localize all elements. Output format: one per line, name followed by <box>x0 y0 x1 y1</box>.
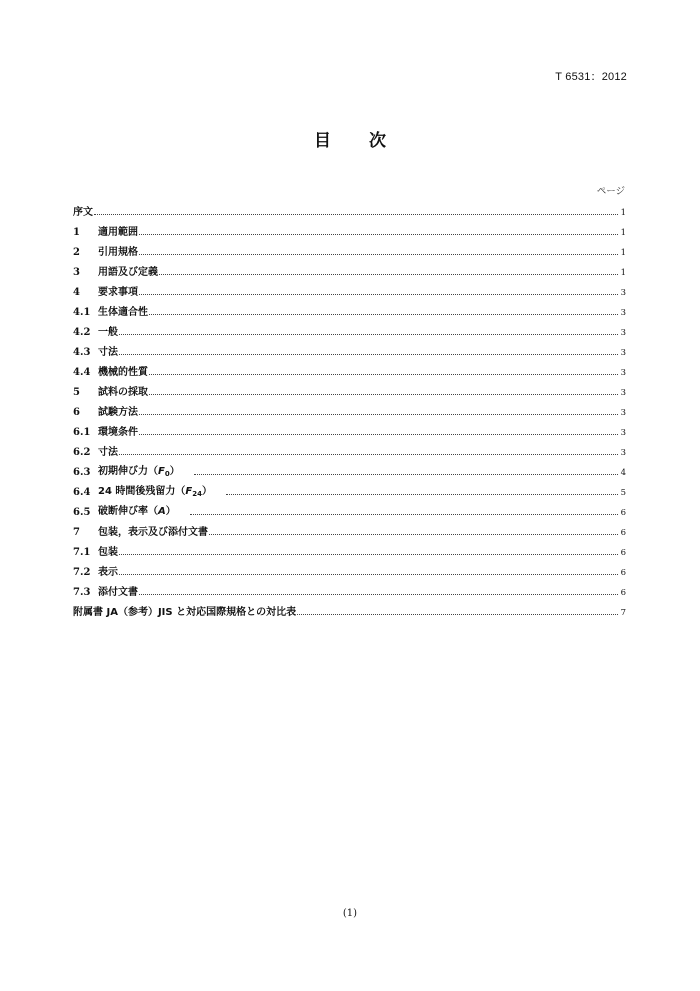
toc-entry-number: 1 <box>73 227 80 238</box>
toc-entry[interactable] <box>73 398 626 418</box>
toc-dot-leader <box>149 314 618 315</box>
toc-entry-title: 附属書 JA（参考）JIS と対応国際規格との対比表 <box>73 607 297 618</box>
toc-entry-title: 一般 <box>98 327 118 338</box>
toc-entry-number: 4.2 <box>73 327 91 338</box>
toc-dot-leader <box>149 374 618 375</box>
toc-entry-title: 試料の採取 <box>98 387 148 398</box>
toc-entry-number: 6.1 <box>73 427 91 438</box>
toc-entry-page: 3 <box>620 368 626 378</box>
toc-entry-number: 7.1 <box>73 547 91 558</box>
toc-entry[interactable] <box>73 478 626 498</box>
toc-entry-number: 4.4 <box>73 367 91 378</box>
toc-entry-number: 5 <box>73 387 80 398</box>
toc-entry[interactable] <box>73 198 626 218</box>
toc-dot-leader <box>194 474 618 475</box>
toc-entry-page: 6 <box>620 548 626 558</box>
toc-entry-page: 1 <box>620 248 626 258</box>
toc-entry-number: 6.5 <box>73 507 91 518</box>
toc-entry[interactable] <box>73 278 626 298</box>
toc-entry-title: 機械的性質 <box>98 367 148 378</box>
toc-dot-leader <box>297 614 618 615</box>
toc-entry-page: 3 <box>620 288 626 298</box>
toc-entry-title: 環境条件 <box>98 427 138 438</box>
toc-entry-number: 4.1 <box>73 307 91 318</box>
toc-entry[interactable] <box>73 578 626 598</box>
toc-dot-leader <box>139 414 618 415</box>
toc-entry-page: 5 <box>620 488 626 498</box>
toc-entry[interactable] <box>73 298 626 318</box>
toc-entry-number: 7 <box>73 527 80 538</box>
toc-entry[interactable] <box>73 418 626 438</box>
toc-entry-page: 6 <box>620 528 626 538</box>
toc-dot-leader <box>209 534 618 535</box>
toc-entry[interactable] <box>73 518 626 538</box>
toc-entry-page: 6 <box>620 508 626 518</box>
toc-entry-title: 引用規格 <box>98 247 138 258</box>
toc-entry-page: 7 <box>620 608 626 618</box>
toc-dot-leader <box>119 354 618 355</box>
toc-entry[interactable] <box>73 598 626 618</box>
toc-entry-title: 寸法 <box>98 447 118 458</box>
toc-entry[interactable] <box>73 238 626 258</box>
toc-entry-page: 1 <box>620 228 626 238</box>
toc-entry-title: 寸法 <box>98 347 118 358</box>
toc-entry[interactable] <box>73 378 626 398</box>
toc-dot-leader <box>139 254 618 255</box>
toc-entry-number: 6 <box>73 407 80 418</box>
toc-entry[interactable] <box>73 498 626 518</box>
toc-entry-page: 3 <box>620 308 626 318</box>
toc-entry[interactable] <box>73 558 626 578</box>
toc-entry-title: 24 時間後残留力$(F_{24})$ <box>98 486 212 498</box>
table-of-contents <box>73 198 626 618</box>
toc-dot-leader <box>149 394 618 395</box>
toc-dot-leader <box>139 234 618 235</box>
toc-entry-title: 序文 <box>73 207 93 218</box>
toc-entry-title: 包装，表示及び添付文書 <box>98 527 208 538</box>
toc-entry-title: 生体適合性 <box>98 307 148 318</box>
toc-entry-page: 1 <box>620 268 626 278</box>
toc-entry-number: 3 <box>73 267 80 278</box>
toc-entry-page: 3 <box>620 388 626 398</box>
toc-entry[interactable] <box>73 218 626 238</box>
toc-entry-number: 6.4 <box>73 487 91 498</box>
toc-entry[interactable] <box>73 318 626 338</box>
toc-dot-leader <box>190 514 618 515</box>
toc-entry-page: 6 <box>620 568 626 578</box>
toc-entry-title: 表示 <box>98 567 118 578</box>
toc-entry-page: 3 <box>620 448 626 458</box>
toc-dot-leader <box>139 434 618 435</box>
toc-entry-page: 3 <box>620 348 626 358</box>
toc-entry-title: 試験方法 <box>98 407 138 418</box>
toc-entry-title: 初期伸び力$(F_0)$ <box>98 466 180 478</box>
toc-entry-number: 2 <box>73 247 80 258</box>
toc-dot-leader <box>139 594 618 595</box>
toc-entry-number: 6.3 <box>73 467 91 478</box>
toc-dot-leader <box>119 574 618 575</box>
toc-entry-number: 7.3 <box>73 587 91 598</box>
toc-entry-page: 4 <box>620 468 626 478</box>
toc-dot-leader <box>159 274 618 275</box>
footer-page-number: (1) <box>342 908 358 919</box>
toc-entry-page: 3 <box>620 428 626 438</box>
toc-dot-leader <box>226 494 618 495</box>
toc-dot-leader <box>119 454 618 455</box>
toc-entry-page: 6 <box>620 588 626 598</box>
toc-entry[interactable] <box>73 338 626 358</box>
toc-entry-title: 破断伸び率（A） <box>98 506 176 517</box>
toc-dot-leader <box>94 214 618 215</box>
toc-entry-number: 4 <box>73 287 80 298</box>
toc-entry[interactable] <box>73 458 626 478</box>
toc-entry[interactable] <box>73 438 626 458</box>
toc-entry-page: 3 <box>620 408 626 418</box>
toc-entry-title: 要求事項 <box>98 287 138 298</box>
toc-entry-number: 7.2 <box>73 567 91 578</box>
page-column-label: ページ <box>596 186 625 197</box>
toc-entry[interactable] <box>73 538 626 558</box>
toc-entry-number: 6.2 <box>73 447 91 458</box>
toc-entry[interactable] <box>73 258 626 278</box>
toc-entry[interactable] <box>73 358 626 378</box>
toc-entry-page: 3 <box>620 328 626 338</box>
toc-dot-leader <box>119 554 618 555</box>
toc-entry-title: 用語及び定義 <box>98 267 158 278</box>
toc-entry-number: 4.3 <box>73 347 91 358</box>
document-number: T 6531：2012 <box>555 71 627 83</box>
toc-title: 目 次 <box>314 131 402 151</box>
toc-entry-page: 1 <box>620 208 626 218</box>
toc-entry-title: 包装 <box>98 547 118 558</box>
toc-dot-leader <box>119 334 618 335</box>
toc-dot-leader <box>139 294 618 295</box>
toc-entry-title: 添付文書 <box>98 587 138 598</box>
toc-entry-title: 適用範囲 <box>98 227 138 238</box>
